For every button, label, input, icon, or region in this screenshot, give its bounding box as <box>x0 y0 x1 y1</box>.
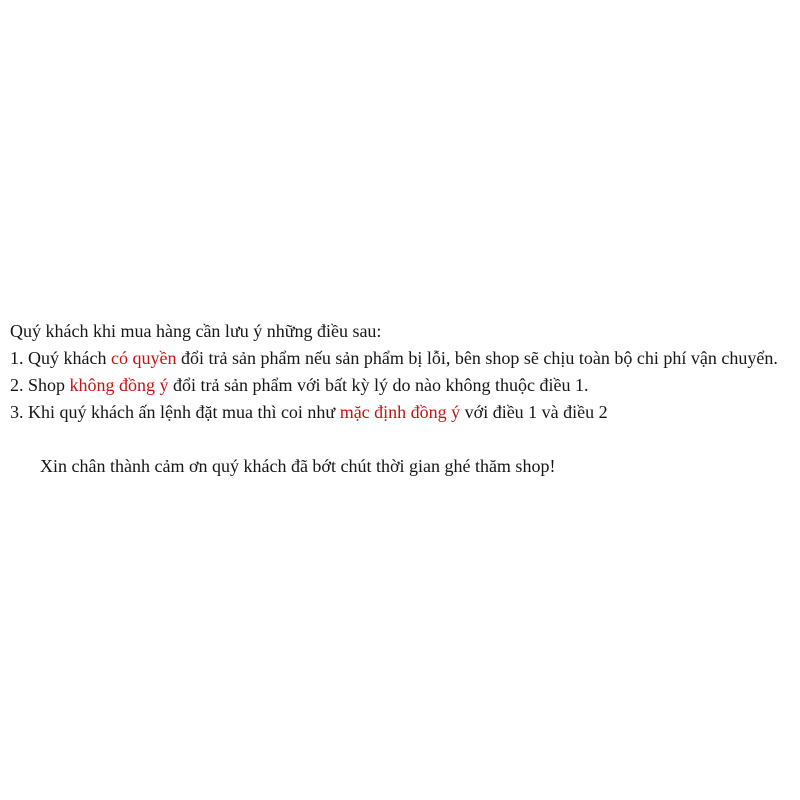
notice-item-2-highlight: không đồng ý <box>69 375 169 395</box>
notice-item-1-highlight: có quyền <box>110 348 177 368</box>
notice-item-1 <box>10 345 794 372</box>
notice-item-3-post: với điều 1 và điều 2 <box>460 402 608 422</box>
notice-item-2-post: đổi trả sản phẩm với bất kỳ lý do nào không thuộc điều 1. <box>168 375 589 395</box>
notice-item-3-highlight: mặc định đồng ý <box>339 402 461 422</box>
notice-item-2-pre: 2. Shop <box>10 375 70 395</box>
notice-intro: Quý khách khi mua hàng cần lưu ý những điều sau: <box>10 321 382 341</box>
notice-item-1-post: đổi trả sản phẩm nếu sản phẩm bị lỗi, bên shop sẽ chịu toàn bộ chi phí vận chuyển. <box>176 348 778 368</box>
notice-item-2 <box>10 372 794 399</box>
notice-item-1-pre: 1. Quý khách <box>10 348 111 368</box>
notice-item-3-pre: 3. Khi quý khách ấn lệnh đặt mua thì coi như <box>10 402 340 422</box>
notice-thanks: Xin chân thành cảm ơn quý khách đã bớt chút thời gian ghé thăm shop! <box>40 456 556 476</box>
return-policy-notice <box>10 318 794 480</box>
notice-item-3 <box>10 399 794 426</box>
